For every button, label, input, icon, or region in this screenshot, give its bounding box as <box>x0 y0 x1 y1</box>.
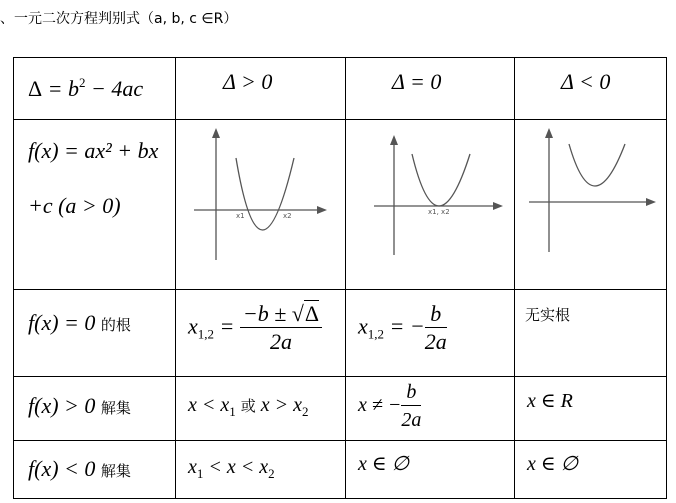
negative-label: f(x) < 0 解集 <box>28 456 131 481</box>
delta-eq-zero: Δ = 0 <box>392 69 442 94</box>
function-cell <box>14 120 176 290</box>
header-lt-cell <box>515 58 667 120</box>
positive-eq-cell <box>346 377 515 441</box>
negative-solution-row <box>14 441 667 499</box>
quadratic-fraction: $\frac{-b \pm √\Delta}{2a}$ <box>240 301 322 356</box>
x-axis-arrow <box>493 202 503 210</box>
no-real-roots: 无实根 <box>525 306 571 324</box>
double-root-fraction: $\frac{b}{2a}$ <box>424 301 447 354</box>
roots-row <box>14 290 667 377</box>
graph-gt-cell <box>176 120 346 290</box>
delta-formula: $\Delta = b^2 - 4ac$ <box>28 75 144 101</box>
table-header-row <box>14 58 667 120</box>
roots-eq-cell <box>346 290 515 377</box>
double-root-label: x1, x2 <box>428 208 450 216</box>
delta-lt-zero: Δ < 0 <box>561 69 611 94</box>
page-title: 、一元二次方程判别式（a, b, c ∈R） <box>0 11 238 27</box>
y-axis-arrow <box>390 135 398 145</box>
negative-eq-solution: x ∈ ∅ <box>358 453 410 475</box>
positive-eq-solution: x ≠ − $\frac{b}{2a}$ <box>358 379 421 434</box>
header-gt-cell <box>176 58 346 120</box>
negative-label-cell <box>14 441 176 499</box>
roots-label: f(x) = 0 的根 <box>28 310 131 335</box>
function-line-2: +c (a > 0) <box>28 193 121 218</box>
root-label-x1: x1 <box>236 212 245 220</box>
quadratic-formula: $x_{1,2}$ = $\frac{-b \pm √\Delta}{2a}$ <box>188 301 322 356</box>
x-axis-arrow <box>317 206 327 214</box>
roots-lt-cell <box>515 290 667 377</box>
function-graph-row <box>14 120 667 290</box>
parabola-curve <box>412 154 470 206</box>
negative-gt-solution: $x_1 < x < x_2$ <box>188 456 275 481</box>
parabola-no-root-graph <box>515 120 666 289</box>
y-axis-arrow <box>212 128 220 138</box>
parabola-curve <box>569 144 625 186</box>
function-line-1: f(x) = ax² + bx <box>28 138 159 163</box>
parabola-two-roots-graph <box>176 120 345 289</box>
positive-gt-solution: $x < x_1$ 或 $x > x_2$ <box>188 394 309 419</box>
positive-gt-cell <box>176 377 346 441</box>
parabola-one-root-graph <box>346 120 514 289</box>
negative-eq-cell <box>346 441 515 499</box>
positive-label: f(x) > 0 解集 <box>28 393 131 418</box>
negative-lt-solution: x ∈ ∅ <box>527 453 579 475</box>
negative-lt-cell <box>515 441 667 499</box>
roots-label-cell <box>14 290 176 377</box>
positive-solution-row <box>14 377 667 441</box>
graph-lt-cell <box>515 120 667 290</box>
positive-eq-fraction: $\frac{b}{2a}$ <box>401 381 422 431</box>
discriminant-table <box>13 57 667 499</box>
x-axis-arrow <box>646 198 656 206</box>
roots-gt-cell <box>176 290 346 377</box>
positive-label-cell <box>14 377 176 441</box>
header-delta-cell <box>14 58 176 120</box>
root-label-x2: x2 <box>283 212 292 220</box>
positive-lt-cell <box>515 377 667 441</box>
delta-gt-zero: Δ > 0 <box>223 69 273 94</box>
graph-eq-cell <box>346 120 515 290</box>
double-root-formula: $x_{1,2}$ = − $\frac{b}{2a}$ <box>358 301 447 354</box>
y-axis-arrow <box>545 128 553 138</box>
header-eq-cell <box>346 58 515 120</box>
negative-gt-cell <box>176 441 346 499</box>
positive-lt-solution: x ∈ R <box>527 390 573 412</box>
